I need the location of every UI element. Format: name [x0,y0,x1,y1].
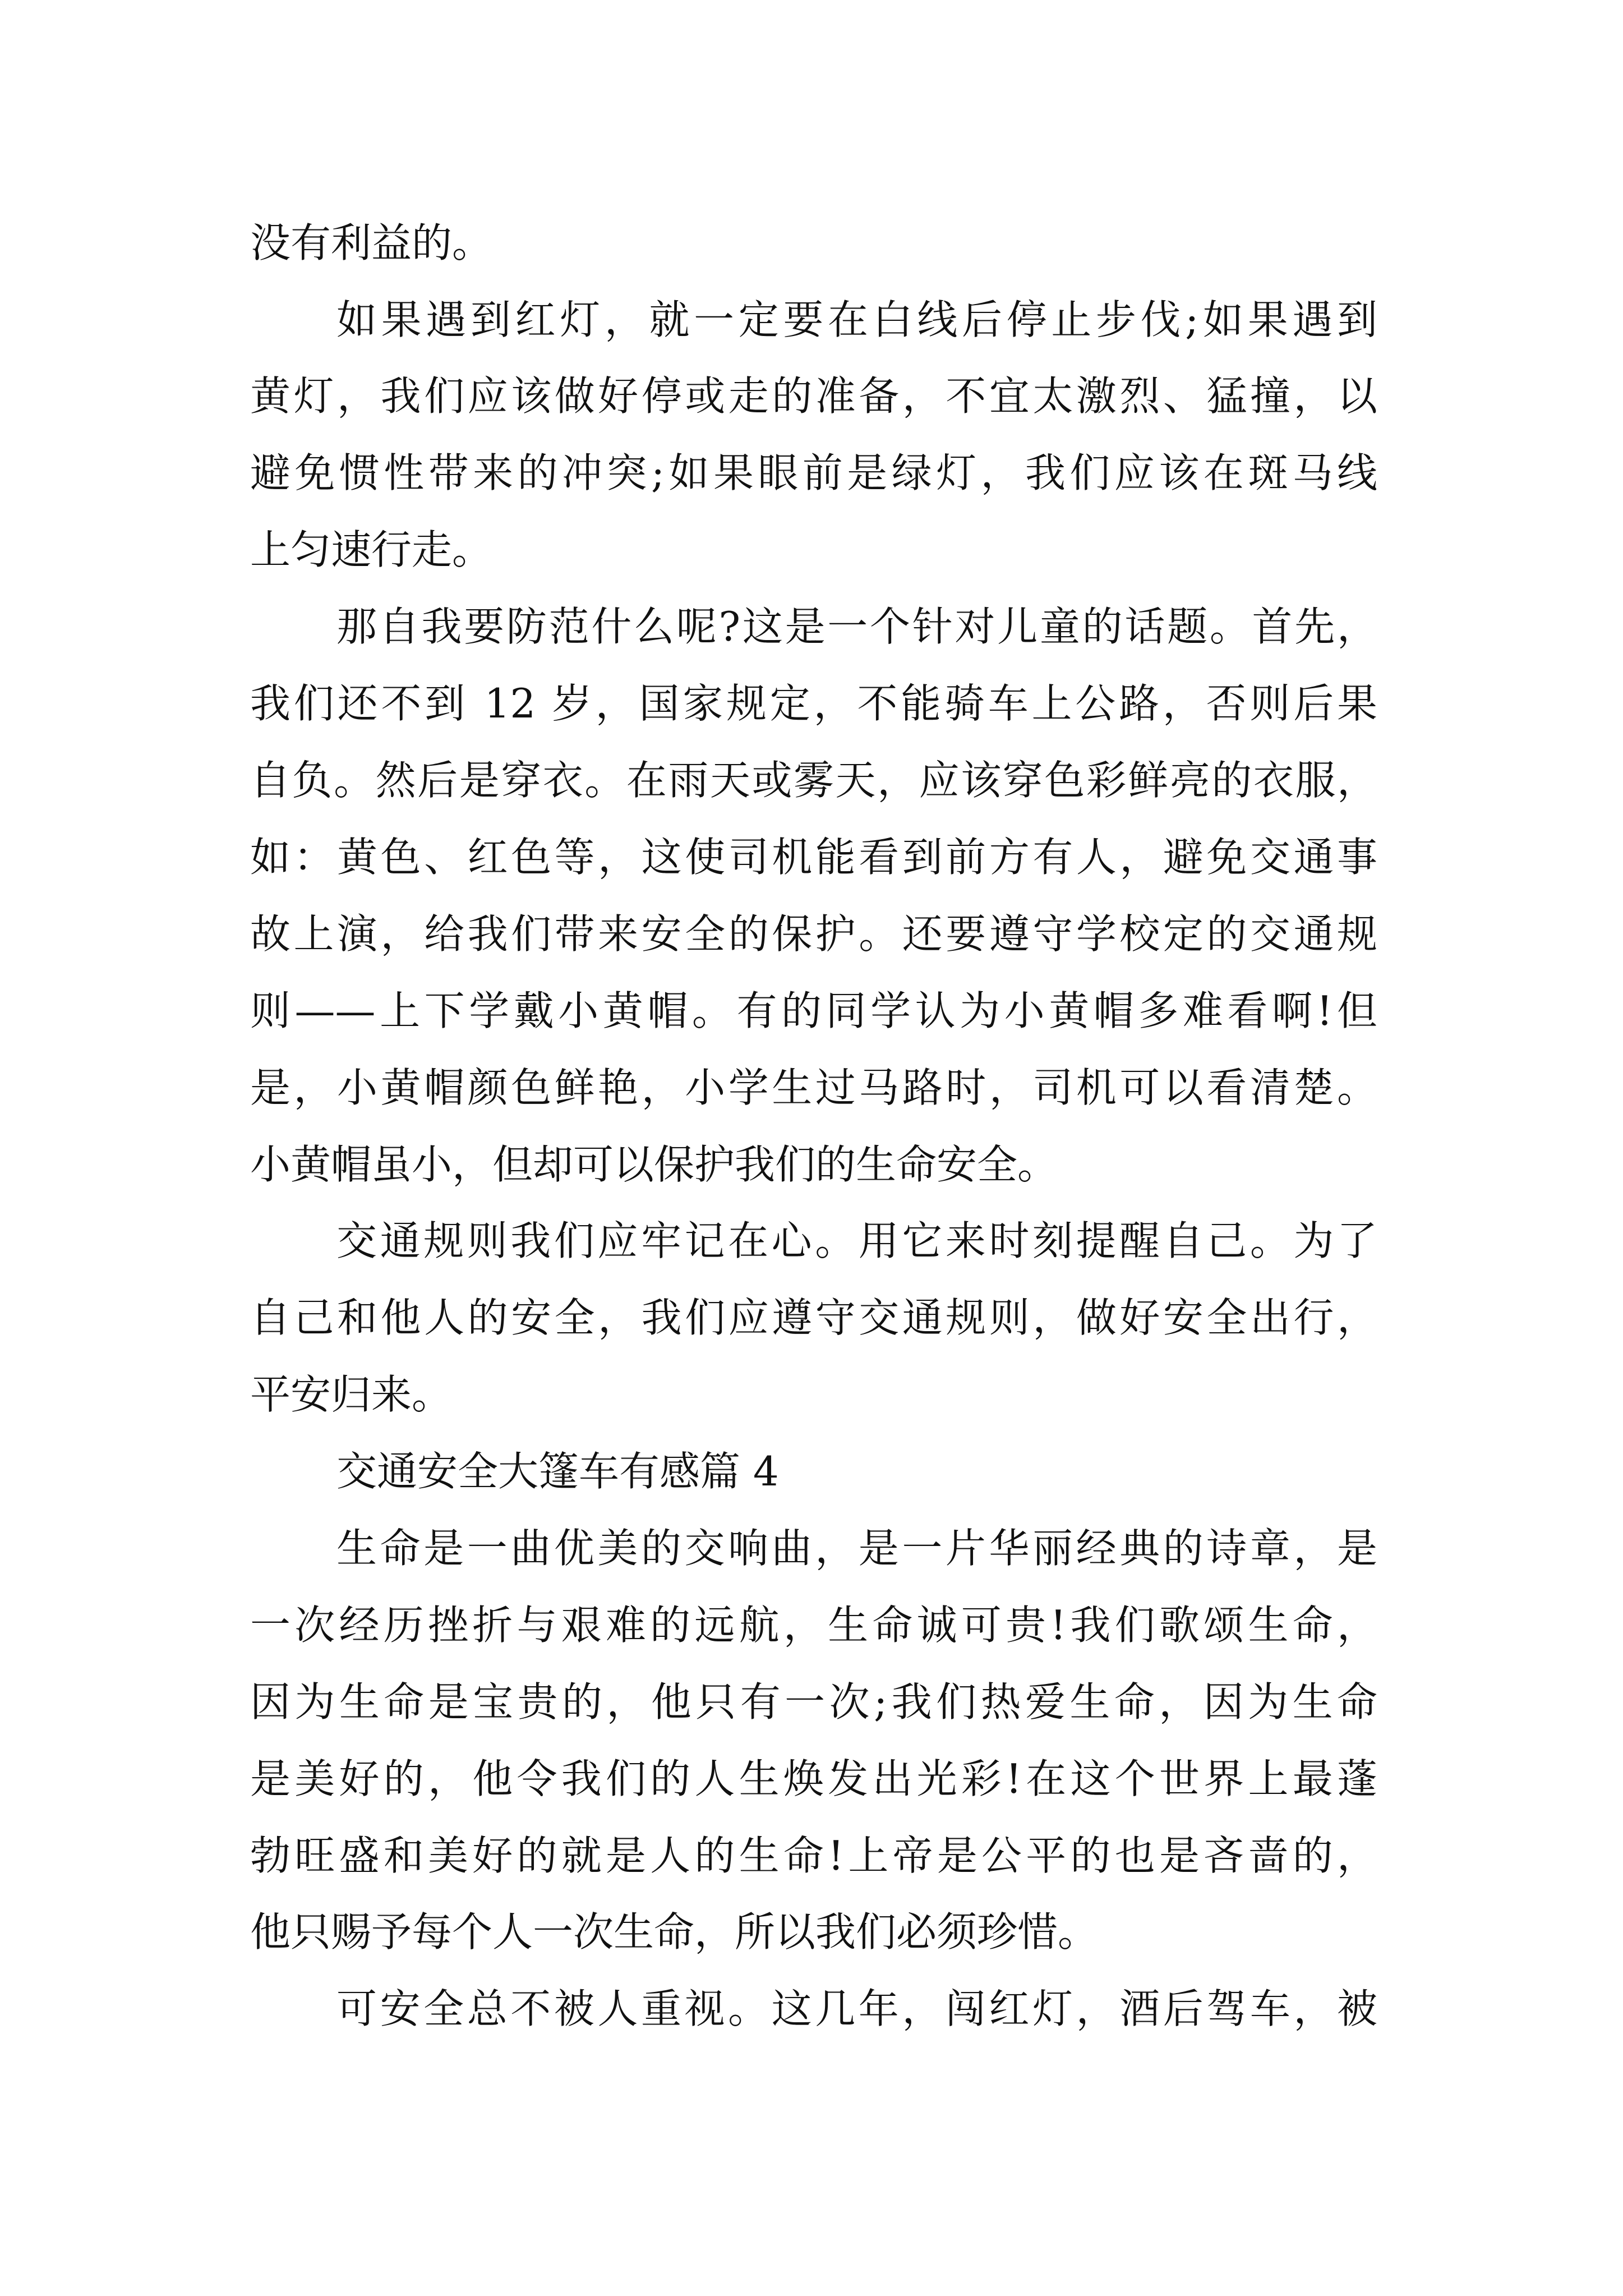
text-line: 他只赐予每个人一次生命，所以我们必须珍惜。 [250,1908,1099,1955]
text-line: 小黄帽虽小，但却可以保护我们的生命安全。 [250,1141,1058,1188]
paragraph-first-line: 交通规则我们应牢记在心。用它来时刻提醒自己。为了 [336,1217,1377,1264]
text-line: 是美好的，他令我们的人生焕发出光彩!在这个世界上最蓬 [250,1755,1377,1802]
text-line: 没有利益的。 [250,219,493,266]
text-line: 避免惯性带来的冲突;如果眼前是绿灯，我们应该在斑马线 [250,449,1377,496]
text-line: 则——上下学戴小黄帽。有的同学认为小黄帽多难看啊!但 [250,987,1377,1034]
paragraph-first-line: 生命是一曲优美的交响曲，是一片华丽经典的诗章，是 [336,1525,1377,1572]
paragraph-first-line: 如果遇到红灯，就一定要在白线后停止步伐;如果遇到 [336,296,1377,343]
text-line: 我们还不到 12 岁，国家规定，不能骑车上公路，否则后果 [250,680,1377,727]
text-line: 黄灯，我们应该做好停或走的准备，不宜太激烈、猛撞，以 [250,372,1377,420]
text-line: 一次经历挫折与艰难的远航，生命诚可贵!我们歌颂生命， [250,1602,1377,1649]
paragraph-first-line: 那自我要防范什么呢?这是一个针对儿童的话题。首先， [336,603,1377,650]
text-line: 如：黄色、红色等，这使司机能看到前方有人，避免交通事 [250,834,1377,881]
text-line: 平安归来。 [250,1371,453,1418]
text-line: 自负。然后是穿衣。在雨天或雾天，应该穿色彩鲜亮的衣服， [250,757,1377,804]
section-heading: 交通安全大篷车有感篇 4 [336,1448,779,1495]
text-line: 故上演，给我们带来安全的保护。还要遵守学校定的交通规 [250,910,1377,958]
text-line: 是，小黄帽颜色鲜艳，小学生过马路时，司机可以看清楚。 [250,1064,1377,1111]
text-line: 勃旺盛和美好的就是人的生命!上帝是公平的也是吝啬的， [250,1832,1377,1879]
text-line: 上匀速行走。 [250,526,493,573]
text-line: 自己和他人的安全，我们应遵守交通规则，做好安全出行， [250,1294,1377,1341]
text-line: 因为生命是宝贵的，他只有一次;我们热爱生命，因为生命 [250,1678,1377,1726]
paragraph-first-line: 可安全总不被人重视。这几年，闯红灯，酒后驾车，被 [336,1985,1377,2032]
